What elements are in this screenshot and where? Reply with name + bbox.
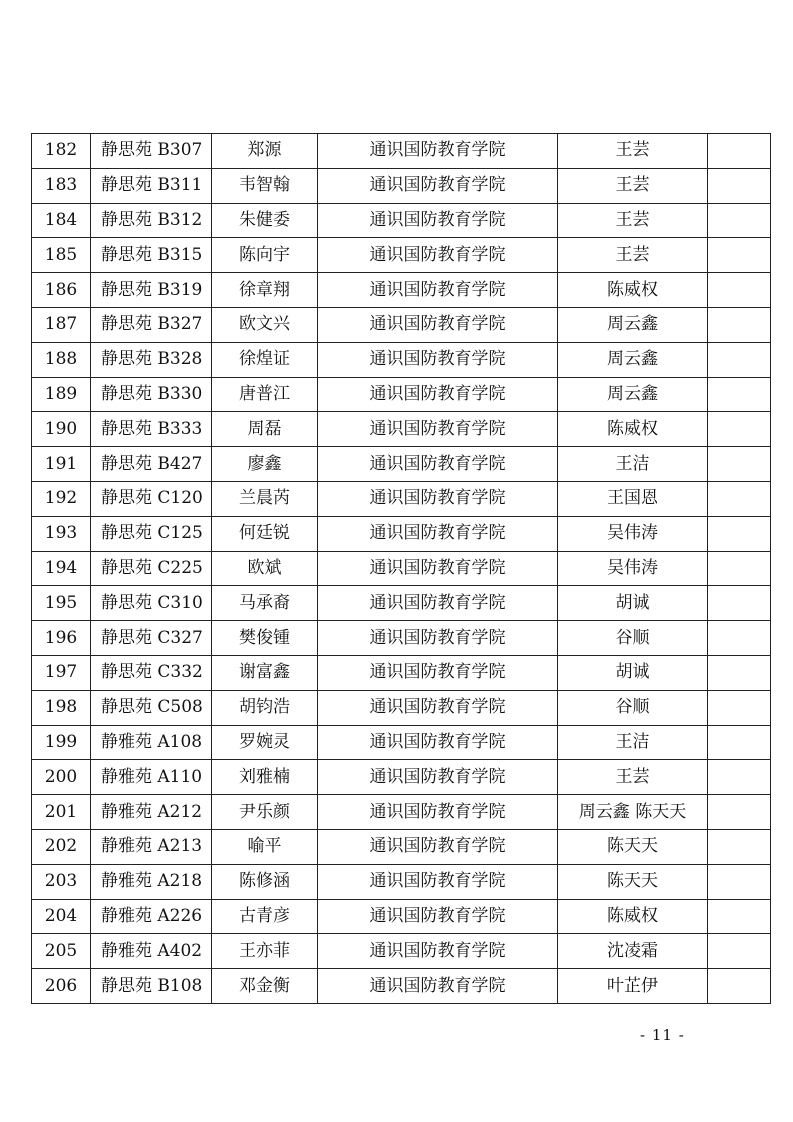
tutor-cell: 王洁 (558, 725, 708, 760)
college-cell: 通识国防教育学院 (318, 412, 558, 447)
college-cell: 通识国防教育学院 (318, 307, 558, 342)
table-row (32, 621, 771, 656)
tutor-cell: 王洁 (558, 447, 708, 482)
college-cell: 通识国防教育学院 (318, 725, 558, 760)
dorm-room-cell: 静思苑 B330 (91, 377, 212, 412)
table-row (32, 342, 771, 377)
dorm-room-cell: 静雅苑 A212 (91, 795, 212, 830)
dorm-room-cell: 静思苑 C120 (91, 481, 212, 516)
college-cell: 通识国防教育学院 (318, 621, 558, 656)
college-cell: 通识国防教育学院 (318, 864, 558, 899)
remark-cell (708, 969, 771, 1004)
row-number-cell: 190 (32, 412, 91, 447)
table-row (32, 829, 771, 864)
college-cell: 通识国防教育学院 (318, 795, 558, 830)
college-cell: 通识国防教育学院 (318, 168, 558, 203)
student-name-cell: 古青彦 (212, 899, 318, 934)
table-row (32, 586, 771, 621)
row-number-cell: 191 (32, 447, 91, 482)
dorm-room-cell: 静思苑 B108 (91, 969, 212, 1004)
dorm-room-cell: 静雅苑 A213 (91, 829, 212, 864)
roster-table-body (32, 134, 771, 1004)
college-cell: 通识国防教育学院 (318, 934, 558, 969)
college-cell: 通识国防教育学院 (318, 377, 558, 412)
table-row (32, 377, 771, 412)
college-cell: 通识国防教育学院 (318, 134, 558, 169)
remark-cell (708, 134, 771, 169)
college-cell: 通识国防教育学院 (318, 516, 558, 551)
college-cell: 通识国防教育学院 (318, 481, 558, 516)
dorm-room-cell: 静思苑 B328 (91, 342, 212, 377)
dorm-room-cell: 静思苑 B312 (91, 203, 212, 238)
dorm-room-cell: 静雅苑 A226 (91, 899, 212, 934)
tutor-cell: 王芸 (558, 238, 708, 273)
row-number-cell: 184 (32, 203, 91, 238)
table-row (32, 273, 771, 308)
college-cell: 通识国防教育学院 (318, 969, 558, 1004)
table-row (32, 690, 771, 725)
college-cell: 通识国防教育学院 (318, 238, 558, 273)
remark-cell (708, 690, 771, 725)
row-number-cell: 206 (32, 969, 91, 1004)
remark-cell (708, 168, 771, 203)
tutor-cell: 吴伟涛 (558, 516, 708, 551)
row-number-cell: 185 (32, 238, 91, 273)
row-number-cell: 186 (32, 273, 91, 308)
college-cell: 通识国防教育学院 (318, 551, 558, 586)
dorm-room-cell: 静思苑 B427 (91, 447, 212, 482)
table-row (32, 203, 771, 238)
student-name-cell: 陈修涵 (212, 864, 318, 899)
dorm-room-cell: 静思苑 C225 (91, 551, 212, 586)
row-number-cell: 204 (32, 899, 91, 934)
tutor-cell: 叶芷伊 (558, 969, 708, 1004)
table-row (32, 168, 771, 203)
dorm-room-cell: 静思苑 C327 (91, 621, 212, 656)
tutor-cell: 陈威权 (558, 273, 708, 308)
table-row (32, 551, 771, 586)
tutor-cell: 谷顺 (558, 621, 708, 656)
table-row (32, 238, 771, 273)
dorm-room-cell: 静思苑 B315 (91, 238, 212, 273)
row-number-cell: 201 (32, 795, 91, 830)
student-name-cell: 朱健委 (212, 203, 318, 238)
dorm-room-cell: 静雅苑 A402 (91, 934, 212, 969)
row-number-cell: 202 (32, 829, 91, 864)
remark-cell (708, 795, 771, 830)
dorm-room-cell: 静雅苑 A108 (91, 725, 212, 760)
remark-cell (708, 725, 771, 760)
college-cell: 通识国防教育学院 (318, 655, 558, 690)
remark-cell (708, 238, 771, 273)
remark-cell (708, 273, 771, 308)
dorm-room-cell: 静思苑 B327 (91, 307, 212, 342)
college-cell: 通识国防教育学院 (318, 899, 558, 934)
remark-cell (708, 829, 771, 864)
table-row (32, 864, 771, 899)
table-row (32, 725, 771, 760)
row-number-cell: 189 (32, 377, 91, 412)
tutor-cell: 王芸 (558, 760, 708, 795)
college-cell: 通识国防教育学院 (318, 829, 558, 864)
student-name-cell: 何廷锐 (212, 516, 318, 551)
row-number-cell: 203 (32, 864, 91, 899)
page-number: - 11 - (640, 1026, 685, 1044)
tutor-cell: 胡诚 (558, 655, 708, 690)
tutor-cell: 沈凌霜 (558, 934, 708, 969)
remark-cell (708, 551, 771, 586)
row-number-cell: 194 (32, 551, 91, 586)
student-name-cell: 廖鑫 (212, 447, 318, 482)
tutor-cell: 陈天天 (558, 864, 708, 899)
table-row (32, 134, 771, 169)
remark-cell (708, 516, 771, 551)
student-name-cell: 韦智翰 (212, 168, 318, 203)
tutor-cell: 谷顺 (558, 690, 708, 725)
student-name-cell: 王亦菲 (212, 934, 318, 969)
tutor-cell: 周云鑫 (558, 342, 708, 377)
table-row (32, 516, 771, 551)
student-name-cell: 唐普江 (212, 377, 318, 412)
college-cell: 通识国防教育学院 (318, 760, 558, 795)
table-row (32, 969, 771, 1004)
row-number-cell: 197 (32, 655, 91, 690)
table-row (32, 795, 771, 830)
student-name-cell: 陈向宇 (212, 238, 318, 273)
student-name-cell: 罗婉灵 (212, 725, 318, 760)
dormitory-roster-table (31, 133, 771, 1004)
tutor-cell: 吴伟涛 (558, 551, 708, 586)
remark-cell (708, 934, 771, 969)
tutor-cell: 周云鑫 (558, 377, 708, 412)
table-row (32, 412, 771, 447)
remark-cell (708, 760, 771, 795)
tutor-cell: 周云鑫 陈天天 (558, 795, 708, 830)
dorm-room-cell: 静思苑 B333 (91, 412, 212, 447)
row-number-cell: 200 (32, 760, 91, 795)
remark-cell (708, 899, 771, 934)
tutor-cell: 周云鑫 (558, 307, 708, 342)
college-cell: 通识国防教育学院 (318, 586, 558, 621)
remark-cell (708, 621, 771, 656)
student-name-cell: 徐章翔 (212, 273, 318, 308)
row-number-cell: 182 (32, 134, 91, 169)
student-name-cell: 尹乐颜 (212, 795, 318, 830)
student-name-cell: 郑源 (212, 134, 318, 169)
dorm-room-cell: 静思苑 C310 (91, 586, 212, 621)
table-row (32, 307, 771, 342)
tutor-cell: 王国恩 (558, 481, 708, 516)
tutor-cell: 胡诚 (558, 586, 708, 621)
table-row (32, 760, 771, 795)
remark-cell (708, 655, 771, 690)
table-row (32, 655, 771, 690)
remark-cell (708, 586, 771, 621)
remark-cell (708, 342, 771, 377)
student-name-cell: 欧斌 (212, 551, 318, 586)
student-name-cell: 欧文兴 (212, 307, 318, 342)
table-row (32, 447, 771, 482)
college-cell: 通识国防教育学院 (318, 342, 558, 377)
tutor-cell: 陈威权 (558, 412, 708, 447)
row-number-cell: 198 (32, 690, 91, 725)
college-cell: 通识国防教育学院 (318, 447, 558, 482)
row-number-cell: 192 (32, 481, 91, 516)
student-name-cell: 徐煌证 (212, 342, 318, 377)
college-cell: 通识国防教育学院 (318, 203, 558, 238)
college-cell: 通识国防教育学院 (318, 273, 558, 308)
table-row (32, 899, 771, 934)
dorm-room-cell: 静思苑 B307 (91, 134, 212, 169)
dorm-room-cell: 静思苑 B311 (91, 168, 212, 203)
tutor-cell: 陈威权 (558, 899, 708, 934)
remark-cell (708, 481, 771, 516)
student-name-cell: 樊俊锺 (212, 621, 318, 656)
row-number-cell: 196 (32, 621, 91, 656)
row-number-cell: 195 (32, 586, 91, 621)
remark-cell (708, 412, 771, 447)
remark-cell (708, 447, 771, 482)
student-name-cell: 马承裔 (212, 586, 318, 621)
tutor-cell: 陈天天 (558, 829, 708, 864)
dorm-room-cell: 静思苑 B319 (91, 273, 212, 308)
dorm-room-cell: 静思苑 C508 (91, 690, 212, 725)
table-row (32, 934, 771, 969)
remark-cell (708, 203, 771, 238)
remark-cell (708, 307, 771, 342)
college-cell: 通识国防教育学院 (318, 690, 558, 725)
remark-cell (708, 377, 771, 412)
dorm-room-cell: 静雅苑 A110 (91, 760, 212, 795)
row-number-cell: 199 (32, 725, 91, 760)
row-number-cell: 183 (32, 168, 91, 203)
dorm-room-cell: 静思苑 C332 (91, 655, 212, 690)
row-number-cell: 187 (32, 307, 91, 342)
student-name-cell: 周磊 (212, 412, 318, 447)
student-name-cell: 兰晨芮 (212, 481, 318, 516)
table-row (32, 481, 771, 516)
student-name-cell: 邓金衡 (212, 969, 318, 1004)
student-name-cell: 谢富鑫 (212, 655, 318, 690)
tutor-cell: 王芸 (558, 134, 708, 169)
remark-cell (708, 864, 771, 899)
row-number-cell: 193 (32, 516, 91, 551)
student-name-cell: 胡钧浩 (212, 690, 318, 725)
row-number-cell: 205 (32, 934, 91, 969)
student-name-cell: 刘雅楠 (212, 760, 318, 795)
dorm-room-cell: 静雅苑 A218 (91, 864, 212, 899)
tutor-cell: 王芸 (558, 168, 708, 203)
tutor-cell: 王芸 (558, 203, 708, 238)
dorm-room-cell: 静思苑 C125 (91, 516, 212, 551)
student-name-cell: 喻平 (212, 829, 318, 864)
row-number-cell: 188 (32, 342, 91, 377)
